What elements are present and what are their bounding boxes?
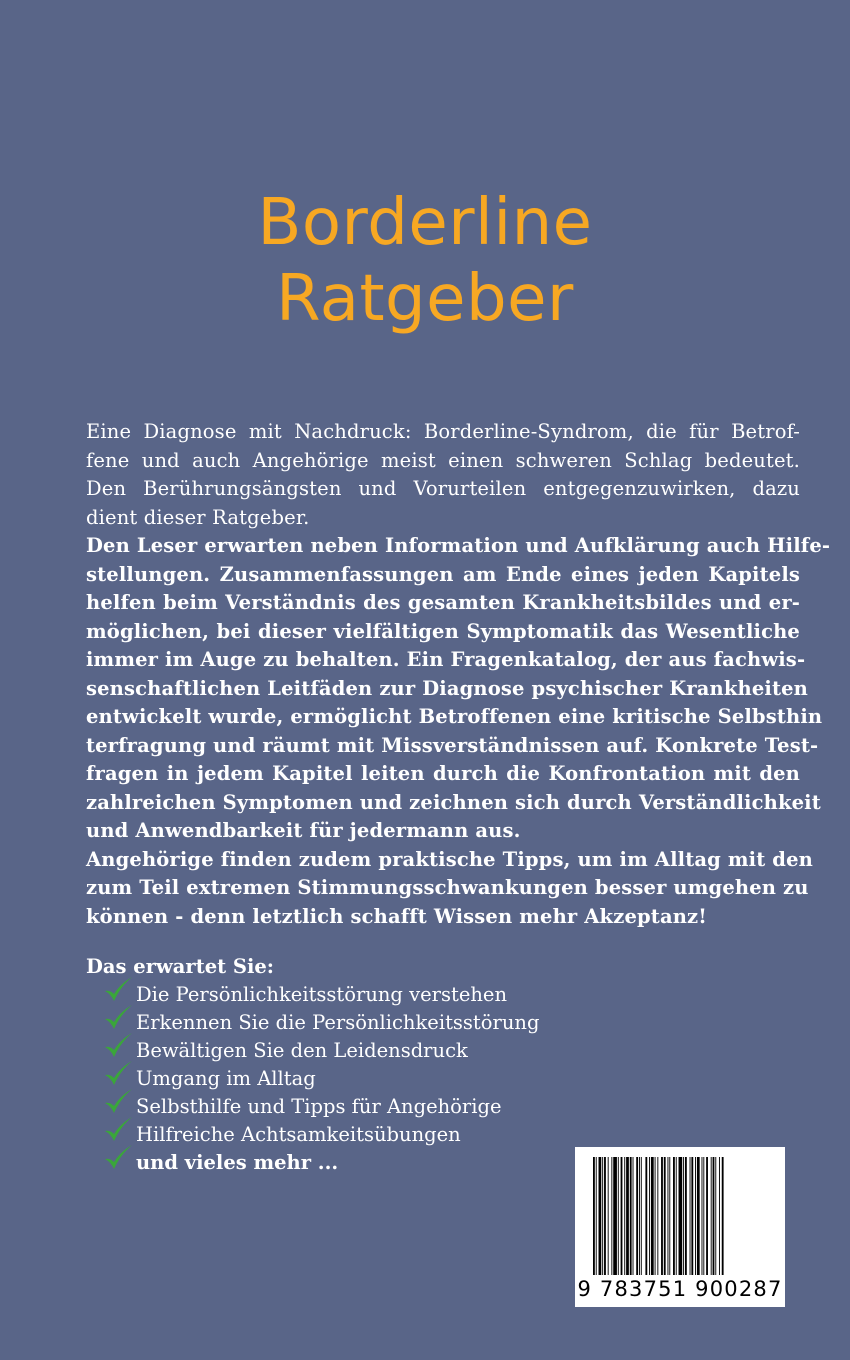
- barcode-bar: [697, 1157, 700, 1275]
- barcode-bar: [608, 1157, 609, 1275]
- barcode-bar: [669, 1157, 670, 1275]
- barcode-bar: [649, 1157, 650, 1275]
- feature-item-label: Die Persönlichkeitsstörung verstehen: [136, 983, 508, 1006]
- barcode-bar: [667, 1157, 668, 1275]
- blurb-line: fene und auch Angehörige meist einen schweren Schlag bedeutet.: [86, 448, 800, 472]
- barcode-bar: [702, 1157, 703, 1275]
- barcode-bar: [630, 1157, 632, 1275]
- blurb-line: fragen in jedem Kapitel leiten durch die Konfrontation mit den: [86, 762, 800, 785]
- blurb-line: zum Teil extremen Stimmungsschwankungen besser umgehen zu: [86, 876, 809, 899]
- barcode-bar: [715, 1157, 716, 1275]
- feature-item-label: Erkennen Sie die Persönlichkeitsstörung: [136, 1011, 540, 1034]
- blurb-line: entwickelt wurde, ermöglicht Betroffenen eine kritische Selbsthin: [86, 705, 823, 728]
- barcode-bar: [673, 1157, 675, 1275]
- barcode-bar: [722, 1157, 724, 1275]
- barcode-bar: [618, 1157, 619, 1275]
- isbn-barcode: [575, 1147, 785, 1307]
- barcode-bar: [596, 1157, 597, 1275]
- book-title: [0, 185, 850, 337]
- blurb-line: terfragung und räumt mit Missverständnissen auf. Konkrete Test-: [86, 733, 819, 757]
- barcode-bar: [685, 1157, 687, 1275]
- barcode-bar: [626, 1157, 629, 1275]
- barcode-bar: [624, 1157, 625, 1275]
- blurb-line: immer im Auge zu behalten. Ein Fragenkatalog, der aus fachwis-: [86, 648, 806, 671]
- feature-item: [86, 1093, 586, 1121]
- feature-list-section: [86, 953, 586, 1177]
- green-checkmark-icon: [102, 1059, 134, 1089]
- barcode-bar: [613, 1157, 617, 1275]
- isbn-number: 9 783751 900287: [577, 1277, 783, 1301]
- barcode-bar: [711, 1157, 712, 1275]
- barcode-bar: [599, 1157, 602, 1275]
- barcode-bar: [651, 1157, 654, 1275]
- feature-item-label: Selbsthilfe und Tipps für Angehörige: [136, 1095, 502, 1118]
- blurb-text: [86, 418, 831, 931]
- barcode-bar: [706, 1157, 708, 1275]
- barcode-bar: [713, 1157, 715, 1275]
- title-line-1: Borderline: [257, 186, 593, 260]
- barcode-bar: [683, 1157, 684, 1275]
- barcode-bars: [593, 1157, 771, 1275]
- barcode-bar: [679, 1157, 683, 1275]
- barcode-bar: [633, 1157, 634, 1275]
- green-checkmark-icon: [102, 1003, 134, 1033]
- feature-item: [86, 981, 586, 1009]
- blurb-line: stellungen. Zusammenfassungen am Ende eines jeden Kapitels: [86, 562, 800, 586]
- feature-list: [86, 981, 586, 1177]
- feature-item-label: und vieles mehr ...: [136, 1151, 339, 1174]
- barcode-bar: [636, 1157, 638, 1275]
- blurb-line: senschaftlichen Leitfäden zur Diagnose psychischer Krankheiten: [86, 676, 809, 700]
- blurb-line: dient dieser Ratgeber.: [86, 505, 310, 529]
- barcode-bar: [593, 1157, 595, 1275]
- feature-item: [86, 1065, 586, 1093]
- feature-item: [86, 1121, 586, 1149]
- barcode-bar: [641, 1157, 642, 1275]
- blurb-line: können - denn letztlich schafft Wissen mehr Akzeptanz!: [86, 904, 707, 928]
- barcode-bar: [611, 1157, 612, 1275]
- feature-item-label: Bewältigen Sie den Leidensdruck: [136, 1039, 468, 1062]
- blurb-line: helfen beim Verständnis des gesamten Krankheitsbildes und er-: [86, 591, 800, 614]
- blurb-line: Eine Diagnose mit Nachdruck: Borderline-Syndrom, die für Betrof-: [86, 420, 800, 443]
- barcode-bar: [604, 1157, 606, 1275]
- green-checkmark-icon: [102, 975, 134, 1005]
- green-checkmark-icon: [102, 1087, 134, 1117]
- barcode-bar: [695, 1157, 696, 1275]
- title-line-2: Ratgeber: [276, 262, 574, 336]
- barcode-bar: [661, 1157, 663, 1275]
- barcode-bar: [676, 1157, 677, 1275]
- barcode-bar: [602, 1157, 603, 1275]
- blurb-line: Angehörige finden zudem praktische Tipps, um im Alltag mit den: [86, 847, 813, 871]
- blurb-line: Den Leser erwarten neben Information und Aufklärung auch Hilfe-: [86, 534, 831, 557]
- barcode-bar: [645, 1157, 647, 1275]
- barcode-bar: [621, 1157, 623, 1275]
- feature-item: [86, 1009, 586, 1037]
- barcode-bar: [719, 1157, 720, 1275]
- barcode-bar: [657, 1157, 658, 1275]
- green-checkmark-icon: [102, 1031, 134, 1061]
- barcode-bar: [691, 1157, 693, 1275]
- barcode-bar: [655, 1157, 656, 1275]
- barcode-bar: [703, 1157, 704, 1275]
- green-checkmark-icon: [102, 1115, 134, 1145]
- feature-list-heading: Das erwartet Sie:: [86, 955, 274, 978]
- blurb-line: zahlreichen Symptomen und zeichnen sich durch Verständlichkeit: [86, 790, 821, 814]
- barcode-bar: [690, 1157, 691, 1275]
- feature-item: [86, 1037, 586, 1065]
- blurb-line: möglichen, bei dieser vielfältigen Symptomatik das Wesentliche: [86, 619, 800, 643]
- feature-item-label: Hilfreiche Achtsamkeitsübungen: [136, 1123, 461, 1146]
- feature-item-label: Umgang im Alltag: [136, 1067, 316, 1090]
- blurb-line: Den Berührungsängsten und Vorurteilen entgegenzuwirken, dazu: [86, 477, 800, 500]
- feature-item: [86, 1149, 586, 1177]
- barcode-bar: [664, 1157, 666, 1275]
- blurb-line: und Anwendbarkeit für jedermann aus.: [86, 819, 521, 842]
- green-checkmark-icon: [102, 1143, 134, 1173]
- barcode-bar: [639, 1157, 640, 1275]
